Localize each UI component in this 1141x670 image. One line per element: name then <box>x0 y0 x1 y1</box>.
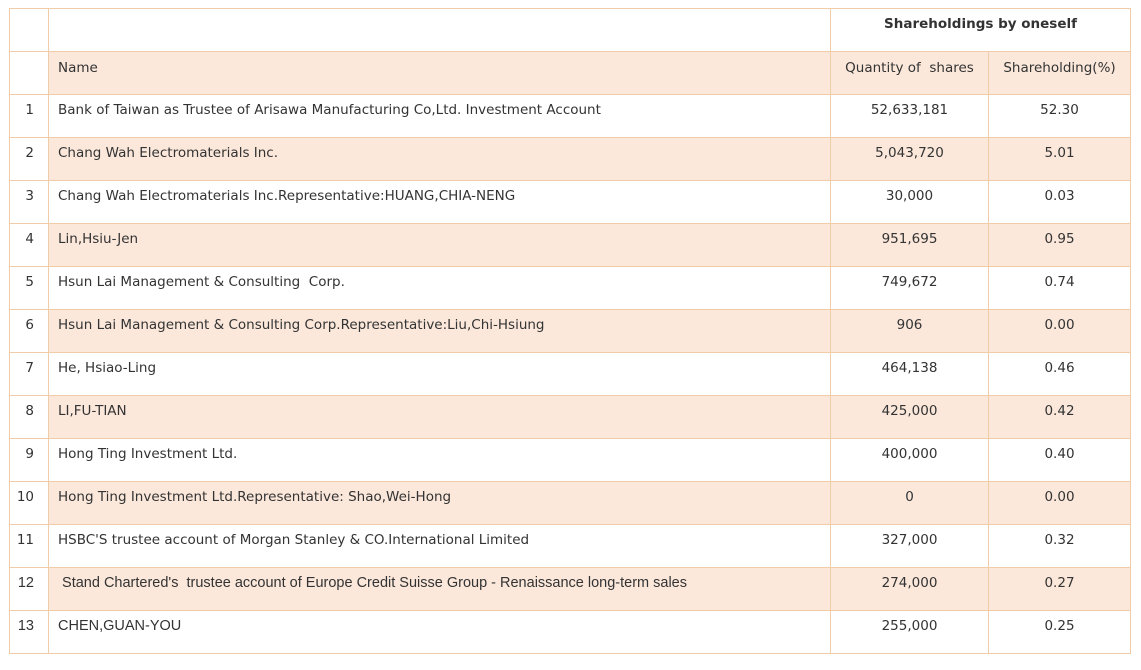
share-quantity: 400,000 <box>831 439 989 482</box>
table-body <box>10 95 1131 654</box>
share-quantity: 951,695 <box>831 224 989 267</box>
table-row <box>10 482 1131 525</box>
table-row <box>10 353 1131 396</box>
share-quantity: 52,633,181 <box>831 95 989 138</box>
table-row <box>10 267 1131 310</box>
shareholding-percent: 0.03 <box>989 181 1131 224</box>
shareholding-percent: 0.27 <box>989 568 1131 611</box>
shareholder-name: HSBC'S trustee account of Morgan Stanley & CO.International Limited <box>49 525 831 568</box>
row-index: 10 <box>10 482 49 525</box>
shareholder-name: Bank of Taiwan as Trustee of Arisawa Manufacturing Co,Ltd. Investment Account <box>49 95 831 138</box>
shareholder-name: Chang Wah Electromaterials Inc. <box>49 138 831 181</box>
shareholder-name: CHEN,GUAN-YOU <box>49 611 831 654</box>
row-index: 13 <box>10 611 49 654</box>
table-row <box>10 611 1131 654</box>
row-index: 8 <box>10 396 49 439</box>
row-index: 4 <box>10 224 49 267</box>
table-row <box>10 138 1131 181</box>
row-index: 3 <box>10 181 49 224</box>
shareholder-name: Hong Ting Investment Ltd. <box>49 439 831 482</box>
share-quantity: 255,000 <box>831 611 989 654</box>
share-quantity: 327,000 <box>831 525 989 568</box>
row-index: 1 <box>10 95 49 138</box>
share-quantity: 749,672 <box>831 267 989 310</box>
column-header-percent: Shareholding(%) <box>989 52 1131 95</box>
shareholding-percent: 52.30 <box>989 95 1131 138</box>
shareholding-percent: 0.74 <box>989 267 1131 310</box>
share-quantity: 425,000 <box>831 396 989 439</box>
row-index: 12 <box>10 568 49 611</box>
table-row <box>10 181 1131 224</box>
column-header-name: Name <box>49 52 831 95</box>
shareholder-name: Hsun Lai Management & Consulting Corp. <box>49 267 831 310</box>
shareholder-name: Hsun Lai Management & Consulting Corp.Representative:Liu,Chi-Hsiung <box>49 310 831 353</box>
column-header-index <box>10 52 49 95</box>
shareholding-percent: 0.95 <box>989 224 1131 267</box>
shareholder-name: He, Hsiao-Ling <box>49 353 831 396</box>
table-row <box>10 310 1131 353</box>
share-quantity: 906 <box>831 310 989 353</box>
shareholders-table <box>9 8 1131 654</box>
table-row <box>10 525 1131 568</box>
shareholding-percent: 5.01 <box>989 138 1131 181</box>
header-row-columns <box>10 52 1131 95</box>
shareholder-name: Stand Chartered's trustee account of Europe Credit Suisse Group - Renaissance long-term sales <box>49 568 831 611</box>
shareholding-percent: 0.25 <box>989 611 1131 654</box>
shareholder-name: Hong Ting Investment Ltd.Representative: Shao,Wei-Hong <box>49 482 831 525</box>
shareholder-name: LI,FU-TIAN <box>49 396 831 439</box>
header-row-group <box>10 9 1131 52</box>
table-row <box>10 396 1131 439</box>
row-index: 2 <box>10 138 49 181</box>
shareholding-percent: 0.42 <box>989 396 1131 439</box>
shareholder-name: Lin,Hsiu-Jen <box>49 224 831 267</box>
column-header-quantity: Quantity of shares <box>831 52 989 95</box>
share-quantity: 0 <box>831 482 989 525</box>
row-index: 11 <box>10 525 49 568</box>
table-row <box>10 568 1131 611</box>
row-index: 6 <box>10 310 49 353</box>
row-index: 7 <box>10 353 49 396</box>
header-name-blank <box>49 9 831 52</box>
shareholding-percent: 0.40 <box>989 439 1131 482</box>
table-row <box>10 95 1131 138</box>
row-index: 9 <box>10 439 49 482</box>
shareholder-name: Chang Wah Electromaterials Inc.Representative:HUANG,CHIA-NENG <box>49 181 831 224</box>
share-quantity: 5,043,720 <box>831 138 989 181</box>
row-index: 5 <box>10 267 49 310</box>
shareholding-percent: 0.00 <box>989 482 1131 525</box>
share-quantity: 30,000 <box>831 181 989 224</box>
table-row <box>10 439 1131 482</box>
share-quantity: 274,000 <box>831 568 989 611</box>
shareholding-percent: 0.46 <box>989 353 1131 396</box>
table-row <box>10 224 1131 267</box>
header-index-blank <box>10 9 49 52</box>
shareholding-percent: 0.00 <box>989 310 1131 353</box>
shareholding-percent: 0.32 <box>989 525 1131 568</box>
group-header-shareholdings: Shareholdings by oneself <box>831 9 1131 52</box>
share-quantity: 464,138 <box>831 353 989 396</box>
